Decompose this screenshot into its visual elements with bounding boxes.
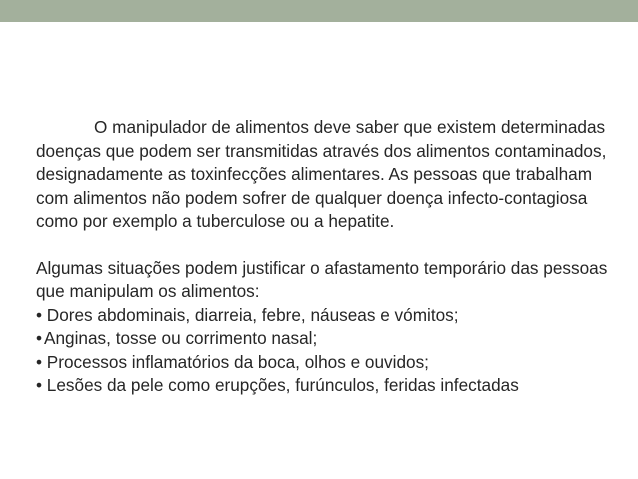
bullet-item: • Anginas, tosse ou corrimento nasal;	[36, 327, 611, 351]
lead-paragraph: Algumas situações podem justificar o afastamento temporário das pessoas que manipulam os alimentos:	[36, 257, 608, 301]
bullet-item: • Lesões da pele como erupções, furúnculos, feridas infectadas	[36, 374, 611, 398]
bullet-list	[36, 304, 611, 398]
bullet-item: • Dores abdominais, diarreia, febre, náuseas e vómitos;	[36, 304, 611, 328]
intro-paragraph: O manipulador de alimentos deve saber que existem determinadas doenças que podem ser transmitidas através dos alimentos contaminados, designadamente as toxinfecções alimentares. As pessoas que trabalham com alimentos não podem sofrer de qualquer doença infecto-contagiosa como por exemplo a tuberculose ou a hepatite.	[36, 117, 607, 231]
bullet-item: • Processos inflamatórios da boca, olhos e ouvidos;	[36, 351, 611, 375]
top-color-band	[0, 0, 638, 22]
slide-body	[36, 116, 611, 398]
